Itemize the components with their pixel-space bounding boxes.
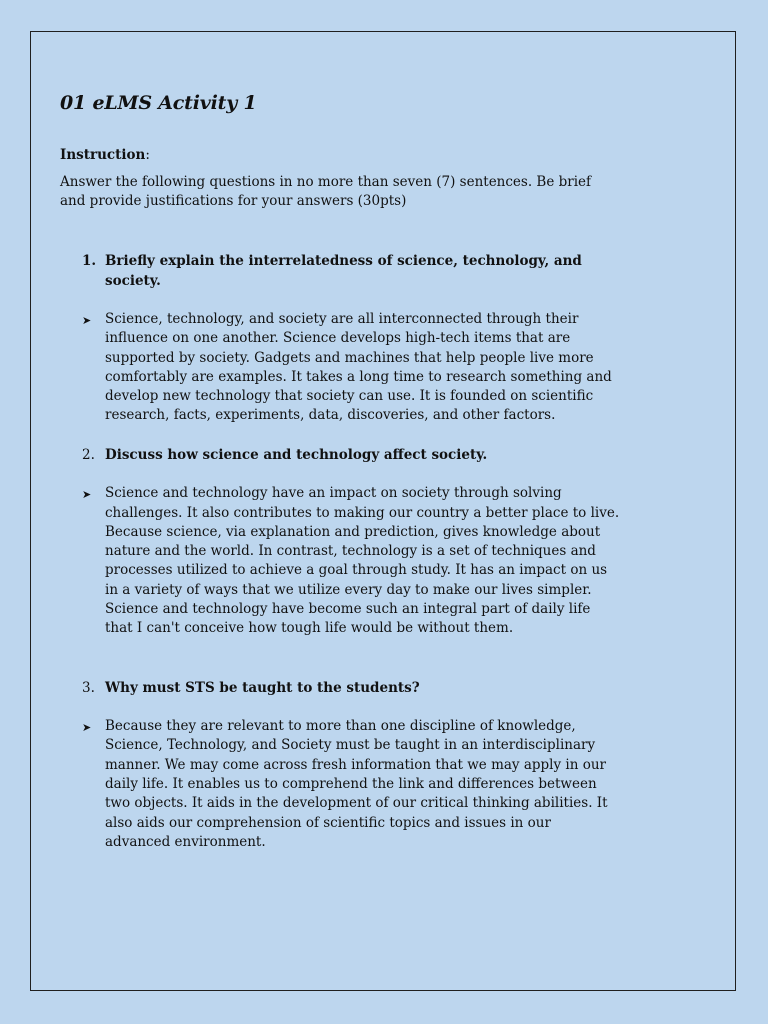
question-number: 2. [82,446,95,463]
instruction-heading [60,147,620,163]
arrow-bullet-icon: ➤ [82,314,92,327]
document-content [60,60,620,852]
answer-text: Science and technology have an impact on society through solving challenges. It also contributes to making our country a better place to live. Because science, via explanation and prediction, gives knowledge about nature and the world. In contrast, technology is a set of techniques and processes utilized to achieve a goal through study. It has an impact on us in a variety of ways that we utilize every day to make our lives simpler. Science and technology have become such an integral part of daily life that I can't conceive how tough life would be without them. [105,485,620,637]
question-2 [82,446,620,466]
question-number: 1. [82,253,97,269]
arrow-bullet-icon: ➤ [82,721,92,735]
answer-text: Because they are relevant to more than one discipline of knowledge, Science, Technology, and Society must be taught in an interdisciplinary manner. We may come across fresh information that we may apply in our daily life. It enables us to comprehend the link and differences between two objects. It aids in the development of our critical thinking abilities. It also aids our comprehension of scientific topics and issues in our advanced environment. [105,718,608,850]
arrow-bullet-icon: ➤ [82,488,92,502]
question-number: 3. [82,679,95,696]
question-text: Briefly explain the interrelatedness of science, technology, and society. [105,253,582,289]
question-text: Why must STS be taught to the students? [105,679,420,696]
question-text: Discuss how science and technology affect society. [105,446,488,463]
answer-2 [82,484,620,638]
instruction-text: Answer the following questions in no more than seven (7) sentences. Be brief and provide justifications for your answers (30pts) [60,174,592,209]
answer-3 [82,717,620,852]
question-list [60,252,620,852]
question-3 [82,679,620,699]
instruction-label: Instruction [60,147,146,163]
answer-1 [82,310,620,426]
page-title: 01 eLMS Activity 1 [60,92,257,114]
instruction-colon: : [145,147,150,163]
question-1 [82,252,620,291]
answer-text: Science, technology, and society are all interconnected through their influence on one another. Science develops high-tech items that are supported by society. Gadgets and machines that help people live more comfortably are examples. It takes a long time to research something and develop new technology that society can use. It is founded on scientific research, facts, experiments, data, discoveries, and other factors. [105,311,612,424]
